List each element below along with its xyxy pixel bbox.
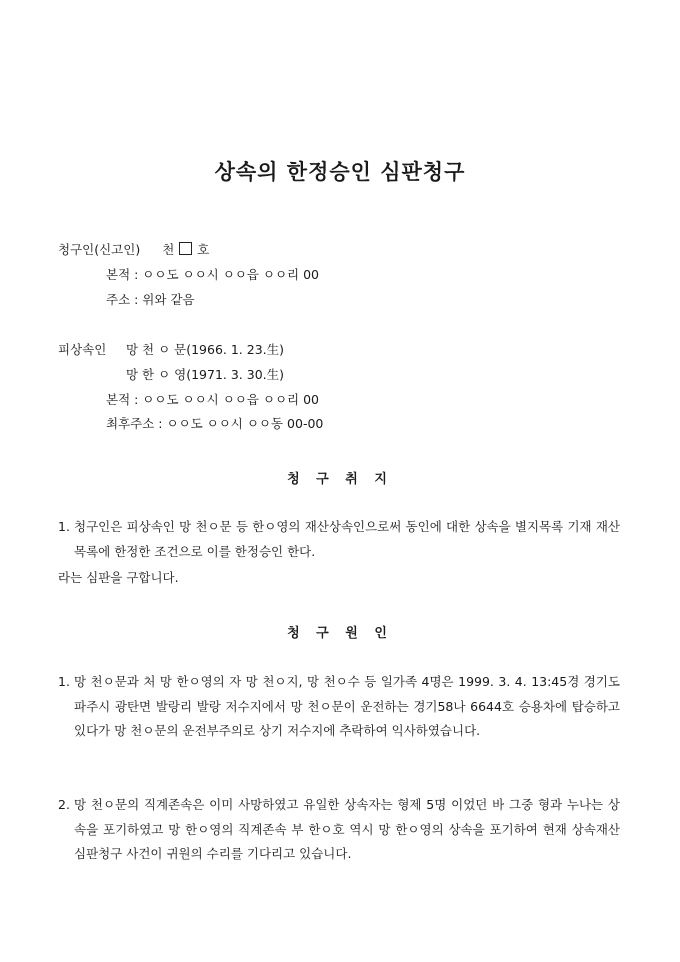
cause-item-2: [58, 793, 620, 867]
decedent-person-1: 망 천 ㅇ 문(1966. 1. 23.生): [126, 342, 285, 357]
cause-item-number: 1.: [58, 674, 70, 689]
decedent-domicile: 본적 : ㅇㅇ도 ㅇㅇ시 ㅇㅇ읍 ㅇㅇ리 00: [106, 392, 320, 407]
cause-item-number: 2.: [58, 797, 70, 812]
cause-item-text: 망 천ㅇ문의 직계존속은 이미 사망하였고 유일한 상속자는 형제 5명 이었던 바 그중 형과 누나는 상속을 포기하였고 망 한ㅇ영의 직계존속 부 한ㅇ호 역시 망 한ㅇ영의 상속을 포기하여 현재 상속재산 심판청구 사건이 귀원의 수리를 기다리고 있습니다.: [74, 797, 620, 861]
cause-heading: 청 구 원 인: [287, 626, 393, 641]
claimant-name-last: 호: [197, 242, 210, 257]
redacted-box-icon: [179, 242, 192, 255]
purpose-item: [58, 515, 620, 564]
purpose-item-text: 청구인은 피상속인 망 천ㅇ문 등 한ㅇ영의 재산상속인으로써 동인에 대한 상속을 별지목록 기재 재산목록에 한정한 조건으로 이를 한정승인 한다.: [74, 519, 620, 559]
claimant-label: 청구인(신고인): [58, 242, 141, 257]
decedent-label: 피상속인: [58, 342, 107, 357]
claimant-address: 주소 : 위와 같음: [106, 292, 195, 307]
purpose-closing: 라는 심판을 구합니다.: [58, 570, 179, 585]
decedent-last-address: 최후주소 : ㅇㅇ도 ㅇㅇ시 ㅇㅇ동 00-00: [106, 416, 324, 431]
claimant-name-first: 천: [162, 242, 175, 257]
cause-item-text: 망 천ㅇ문과 처 망 한ㅇ영의 자 망 천ㅇ지, 망 천ㅇ수 등 일가족 4명은 1999. 3. 4. 13:45경 경기도 파주시 광탄면 발랑리 발랑 저수지에서 망 천ㅇ문이 운전하는 경기58나 6644호 승용차에 탑승하고 있다가 망 천ㅇ문의 운전부주의로 상기 저수지에 추락하여 익사하였습니다.: [74, 674, 620, 738]
cause-item-1: [58, 670, 620, 744]
document-title: 상속의 한정승인 심판청구: [214, 159, 466, 184]
purpose-item-number: 1.: [58, 519, 70, 534]
decedent-person-2: 망 한 ㅇ 영(1971. 3. 30.生): [126, 367, 285, 382]
claimant-domicile: 본적 : ㅇㅇ도 ㅇㅇ시 ㅇㅇ읍 ㅇㅇ리 00: [106, 267, 320, 282]
purpose-heading: 청 구 취 지: [287, 472, 393, 487]
claimant-line: [58, 242, 209, 258]
